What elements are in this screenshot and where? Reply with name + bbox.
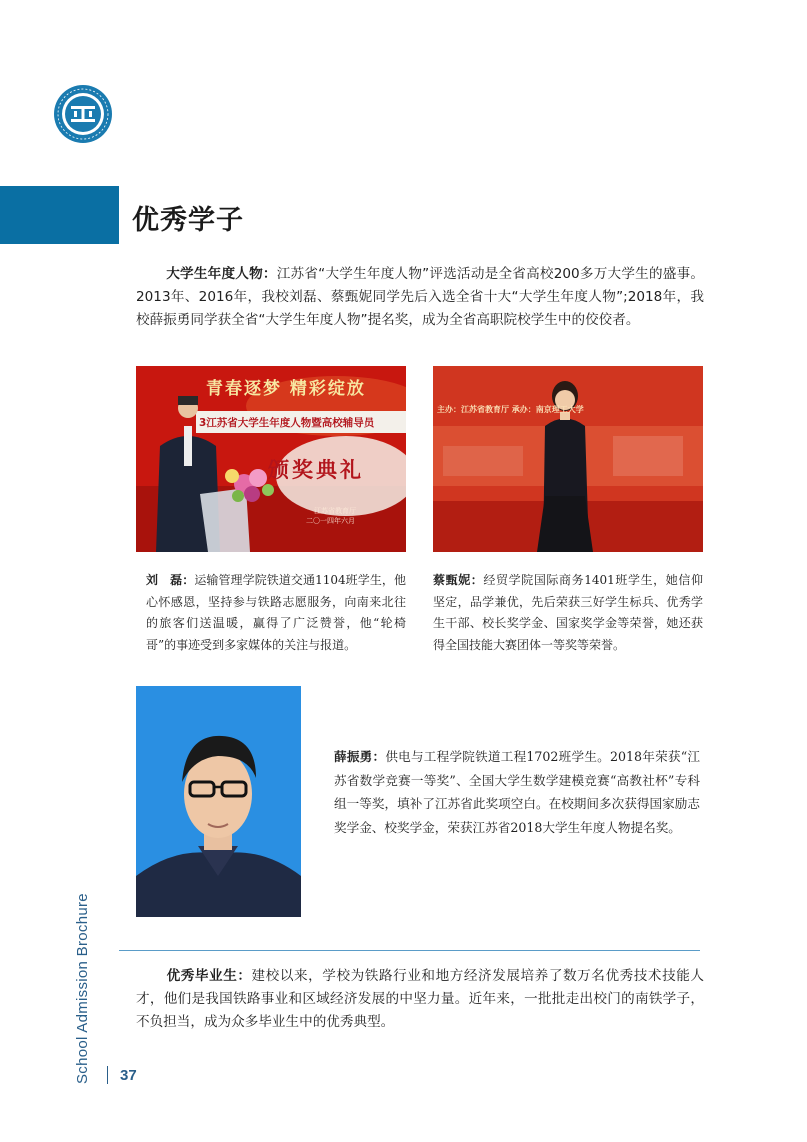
intro-paragraph	[136, 263, 704, 332]
caption-name: 蔡甄妮：	[433, 573, 484, 587]
photo-student-stage-scene	[433, 366, 703, 552]
caption-text: 经贸学院国际商务1401班学生，她信仰坚定，品学兼优，先后荣获三好学生标兵、优秀学生干部、校长奖学金、国家奖学金等荣誉，她还获得全国技能大赛团体一等奖等荣誉。	[433, 573, 703, 652]
banner-event: 3江苏省大学生年度人物暨高校辅导员	[199, 417, 375, 429]
page-number-separator	[107, 1066, 108, 1084]
graduates-lead: 优秀毕业生：	[166, 968, 252, 984]
banner-slogan: 青春逐梦 精彩绽放	[206, 379, 366, 399]
caption-xue-zhenyong	[334, 745, 700, 839]
caption-name: 刘 磊：	[146, 573, 195, 587]
caption-name: 薛振勇：	[334, 749, 386, 764]
caption-cai-zhenni	[433, 570, 703, 656]
section-tab	[0, 186, 119, 244]
banner-organizer: 江苏省教育厅	[314, 507, 356, 515]
graduates-paragraph	[136, 965, 704, 1034]
photo-portrait-xue	[136, 686, 301, 917]
banner-date: 二〇一四年六月	[306, 517, 355, 525]
intro-text: 江苏省“大学生年度人物”评选活动是全省高校200多万大学生的盛事。2013年、2016年，我校刘磊、蔡甄妮同学先后入选全省十大“大学生年度人物”;2018年，我校薛振勇同学获全省“大学生年度人物”提名奖，成为全省高职院校学生中的佼佼者。	[136, 266, 704, 328]
portrait-scene	[136, 686, 301, 917]
section-divider	[119, 950, 700, 951]
section-title: 优秀学子	[132, 205, 244, 236]
intro-lead: 大学生年度人物：	[166, 266, 277, 282]
banner-ceremony: 颁奖典礼	[268, 457, 364, 482]
graduates-text: 建校以来，学校为铁路行业和地方经济发展培养了数万名优秀技术技能人才，他们是我国铁路事业和区域经济发展的中坚力量。近年来，一批批走出校门的南铁学子，不负担当，成为众多毕业生中的优秀典型。	[136, 968, 705, 1030]
photo-student-stage	[433, 366, 703, 552]
stage-banner: 主办：江苏省教育厅 承办：南京理工大学	[437, 405, 584, 414]
caption-text: 运输管理学院铁道交通1104班学生，他心怀感恩，坚持参与铁路志愿服务，向南来北往的旅客们送温暖，赢得了广泛赞誉，他“轮椅哥”的事迹受到多家媒体的关注与报道。	[146, 573, 406, 652]
page-number: 37	[120, 1067, 137, 1084]
school-logo	[53, 84, 113, 144]
brochure-side-label: School Admission Brochure	[74, 893, 91, 1084]
caption-text: 供电与工程学院铁道工程1702班学生。2018年荣获“江苏省数学竞赛一等奖”、全国大学生数学建模竞赛“高教社杯”专科组一等奖，填补了江苏省此奖项空白。在校期间多次获得国家励志奖学金、校奖学金，荣获江苏省2018大学生年度人物提名奖。	[334, 749, 701, 835]
photo-award-ceremony	[136, 366, 406, 552]
caption-liu-lei	[146, 570, 406, 656]
